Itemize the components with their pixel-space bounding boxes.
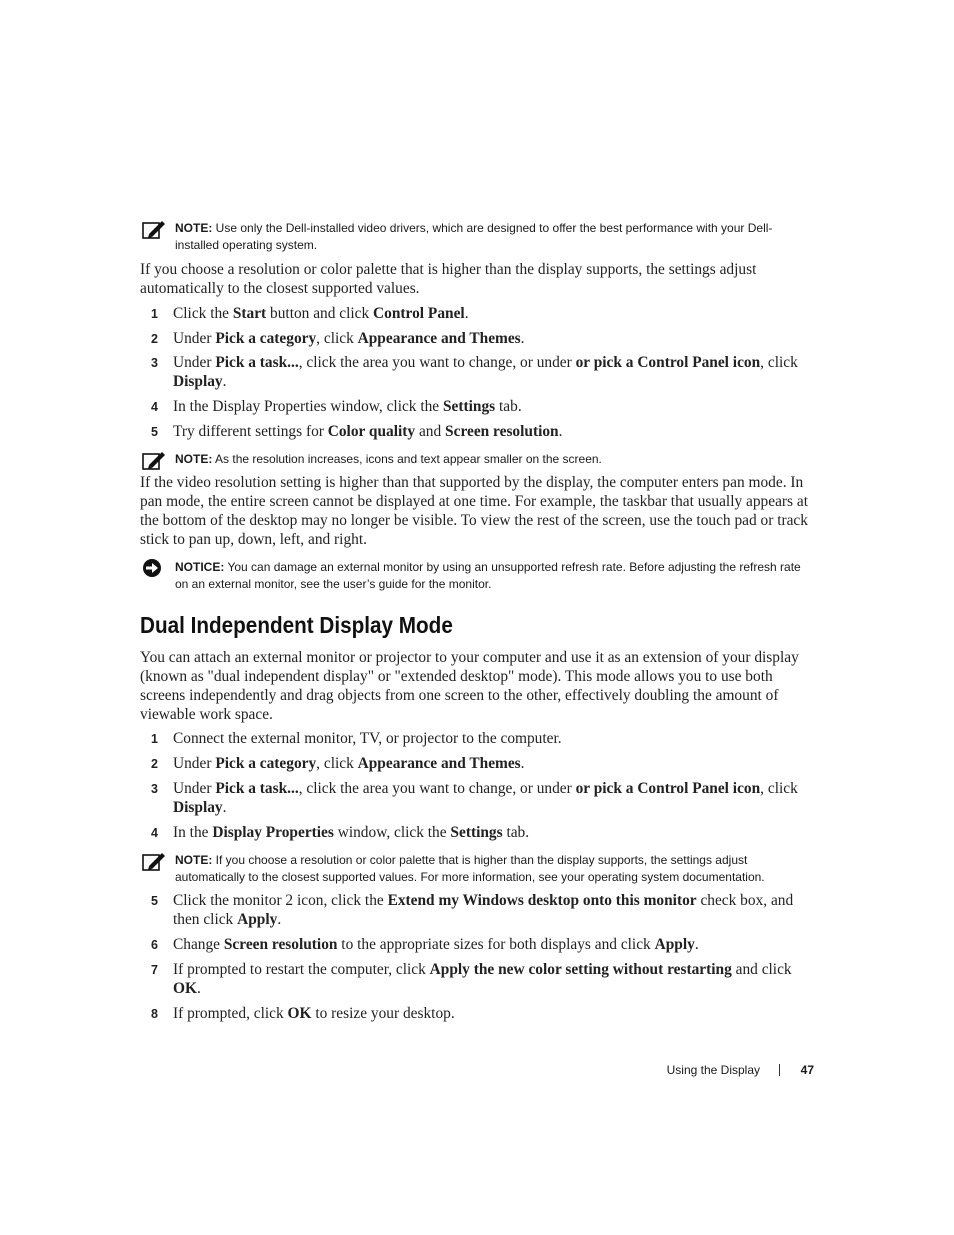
numbered-step xyxy=(140,936,815,955)
step-text-run: In the xyxy=(173,824,213,841)
step-text-run: , click xyxy=(316,330,358,347)
step-text-run: and xyxy=(415,423,446,440)
ui-term: Screen resolution xyxy=(223,936,338,953)
step-number: 7 xyxy=(151,963,158,977)
section-heading: Dual Independent Display Mode xyxy=(140,612,453,638)
step-text-run: , click the area you want to change, or under xyxy=(298,354,576,371)
step-number: 4 xyxy=(151,826,158,840)
step-number: 5 xyxy=(151,894,158,908)
step-number: 6 xyxy=(151,938,158,952)
ui-term: Pick a task... xyxy=(215,780,299,797)
notice-callout xyxy=(140,559,815,593)
step-text-run: Under xyxy=(173,330,216,347)
note-text: If you choose a resolution or color palette that is higher than the display supports, the settings adjust automatically to the closest supported values. For more information, see your operating system documentation. xyxy=(175,853,765,884)
numbered-step xyxy=(140,780,815,818)
ui-term: Pick a task... xyxy=(215,354,299,371)
step-text-run: Try different settings for xyxy=(173,423,328,440)
step-text xyxy=(140,330,815,349)
page-number: 47 xyxy=(800,1063,814,1077)
ui-term: or pick a Control Panel icon xyxy=(575,780,761,797)
step-number: 2 xyxy=(151,757,158,771)
step-text-run: Connect the external monitor, TV, or projector to the computer. xyxy=(173,730,562,747)
step-text-run: tab. xyxy=(502,824,530,841)
step-text-run: . xyxy=(520,755,525,772)
paragraph: If the video resolution setting is higher than that supported by the display, the computer enters pan mode. In pan mode, the entire screen cannot be displayed at one time. For example, the taskbar that usually appears at the bottom of the desktop may no longer be visible. To view the rest of the screen, use the touch pad or track stick to pan up, down, left, and right. xyxy=(140,474,808,548)
ui-term: Control Panel xyxy=(373,305,465,322)
step-number: 2 xyxy=(151,332,158,346)
step-text-run: , click xyxy=(316,755,358,772)
step-text-run: button and click xyxy=(266,305,374,322)
step-text-run: . xyxy=(222,798,227,816)
numbered-step xyxy=(140,305,815,324)
ui-term: Color quality xyxy=(327,423,416,440)
note-callout xyxy=(140,220,815,254)
pencil-note-icon xyxy=(142,451,166,471)
step-text xyxy=(140,398,815,417)
step-number: 8 xyxy=(151,1007,158,1021)
step-text xyxy=(140,824,815,843)
note-text: Use only the Dell-installed video drivers, which are designed to offer the best performance with your Dell-installed operating system. xyxy=(175,221,773,252)
step-text-run: Under xyxy=(173,354,216,371)
ui-term: Apply xyxy=(654,936,695,953)
numbered-step xyxy=(140,730,815,749)
step-number: 4 xyxy=(151,400,158,414)
numbered-step xyxy=(140,330,815,349)
ui-term: Display xyxy=(173,798,223,816)
step-text-run: to resize your desktop. xyxy=(311,1005,455,1022)
ui-term: Pick a category xyxy=(215,755,317,772)
ui-term: Settings xyxy=(450,824,503,841)
ui-term: OK xyxy=(173,979,197,997)
step-text xyxy=(140,961,815,999)
step-number: 3 xyxy=(151,356,158,370)
step-text-run: . xyxy=(196,979,201,997)
paragraph: You can attach an external monitor or projector to your computer and use it as an extension of your display (known as "dual independent display" or "extended desktop" mode). This mode allows you to use both screens independently and drag objects from one screen to the other, effectively doubling the amount of viewable work space. xyxy=(140,649,799,723)
step-number: 1 xyxy=(151,307,158,321)
step-text-run: . xyxy=(520,330,525,347)
step-text xyxy=(140,755,815,774)
step-text xyxy=(140,936,815,955)
numbered-step xyxy=(140,354,815,392)
step-text-run: . xyxy=(222,372,227,390)
step-text xyxy=(140,423,815,442)
step-text-run: and click xyxy=(731,961,792,978)
note-callout xyxy=(140,451,815,468)
step-text-run: If prompted to restart the computer, click xyxy=(173,961,430,978)
step-text-run: , click xyxy=(760,780,798,797)
step-text-run: window, click the xyxy=(333,824,451,841)
numbered-step xyxy=(140,1005,815,1024)
note-callout xyxy=(140,852,815,886)
ui-term: or pick a Control Panel icon xyxy=(575,354,761,371)
numbered-step xyxy=(140,824,815,843)
step-text-run: Under xyxy=(173,780,216,797)
note-label: NOTE: xyxy=(175,853,213,867)
page-footer xyxy=(600,1061,814,1079)
step-text-run: Change xyxy=(173,936,224,953)
step-text-run: . xyxy=(558,423,563,440)
numbered-step xyxy=(140,423,815,442)
ui-term: Start xyxy=(232,305,267,322)
step-text xyxy=(140,305,815,324)
ui-term: Appearance and Themes xyxy=(357,755,521,772)
note-label: NOTE: xyxy=(175,452,213,466)
numbered-step xyxy=(140,755,815,774)
ui-term: Apply the new color setting without restarting xyxy=(429,961,732,978)
step-text xyxy=(140,780,815,818)
pencil-note-icon xyxy=(142,852,166,872)
paragraph: If you choose a resolution or color palette that is higher than the display supports, the settings adjust automatically to the closest supported values. xyxy=(140,261,757,297)
step-text-run: check box, and then click xyxy=(173,892,794,928)
notice-label: NOTICE: xyxy=(175,560,225,574)
ui-term: Pick a category xyxy=(215,330,317,347)
step-text xyxy=(140,892,815,930)
ui-term: Extend my Windows desktop onto this monitor xyxy=(387,892,697,909)
numbered-step xyxy=(140,961,815,999)
step-text-run: to the appropriate sizes for both displays and click xyxy=(337,936,655,953)
step-text-run: . xyxy=(277,910,282,928)
step-text-run: Click the monitor 2 icon, click the xyxy=(173,892,388,909)
step-number: 3 xyxy=(151,782,158,796)
notice-text: You can damage an external monitor by using an unsupported refresh rate. Before adjusting the refresh rate on an external monitor, see the user’s guide for the monitor. xyxy=(175,560,801,591)
numbered-step xyxy=(140,892,815,930)
step-text-run: . xyxy=(694,936,699,953)
ui-term: Display Properties xyxy=(212,824,334,841)
step-text-run: , click xyxy=(760,354,798,371)
step-text-run: tab. xyxy=(495,398,522,415)
ui-term: Apply xyxy=(237,910,278,928)
step-number: 5 xyxy=(151,425,158,439)
step-number: 1 xyxy=(151,732,158,746)
ui-term: Display xyxy=(173,372,223,390)
step-text xyxy=(140,1005,815,1024)
step-text-run: , click the area you want to change, or under xyxy=(298,780,576,797)
ui-term: OK xyxy=(287,1005,312,1022)
footer-divider xyxy=(779,1064,780,1076)
footer-section-title: Using the Display xyxy=(666,1063,760,1077)
ui-term: Appearance and Themes xyxy=(357,330,521,347)
step-text-run: . xyxy=(464,305,469,322)
ui-term: Screen resolution xyxy=(445,423,559,440)
note-label: NOTE: xyxy=(175,221,213,235)
note-text: As the resolution increases, icons and text appear smaller on the screen. xyxy=(212,452,602,466)
step-text xyxy=(140,354,815,392)
step-text-run: Under xyxy=(173,755,216,772)
arrow-notice-icon xyxy=(142,559,166,579)
step-text-run: In the Display Properties window, click the xyxy=(173,398,443,415)
numbered-step xyxy=(140,398,815,417)
ui-term: Settings xyxy=(443,398,496,415)
step-text-run: Click the xyxy=(173,305,233,322)
step-text xyxy=(140,730,815,749)
pencil-note-icon xyxy=(142,220,166,240)
step-text-run: If prompted, click xyxy=(173,1005,288,1022)
